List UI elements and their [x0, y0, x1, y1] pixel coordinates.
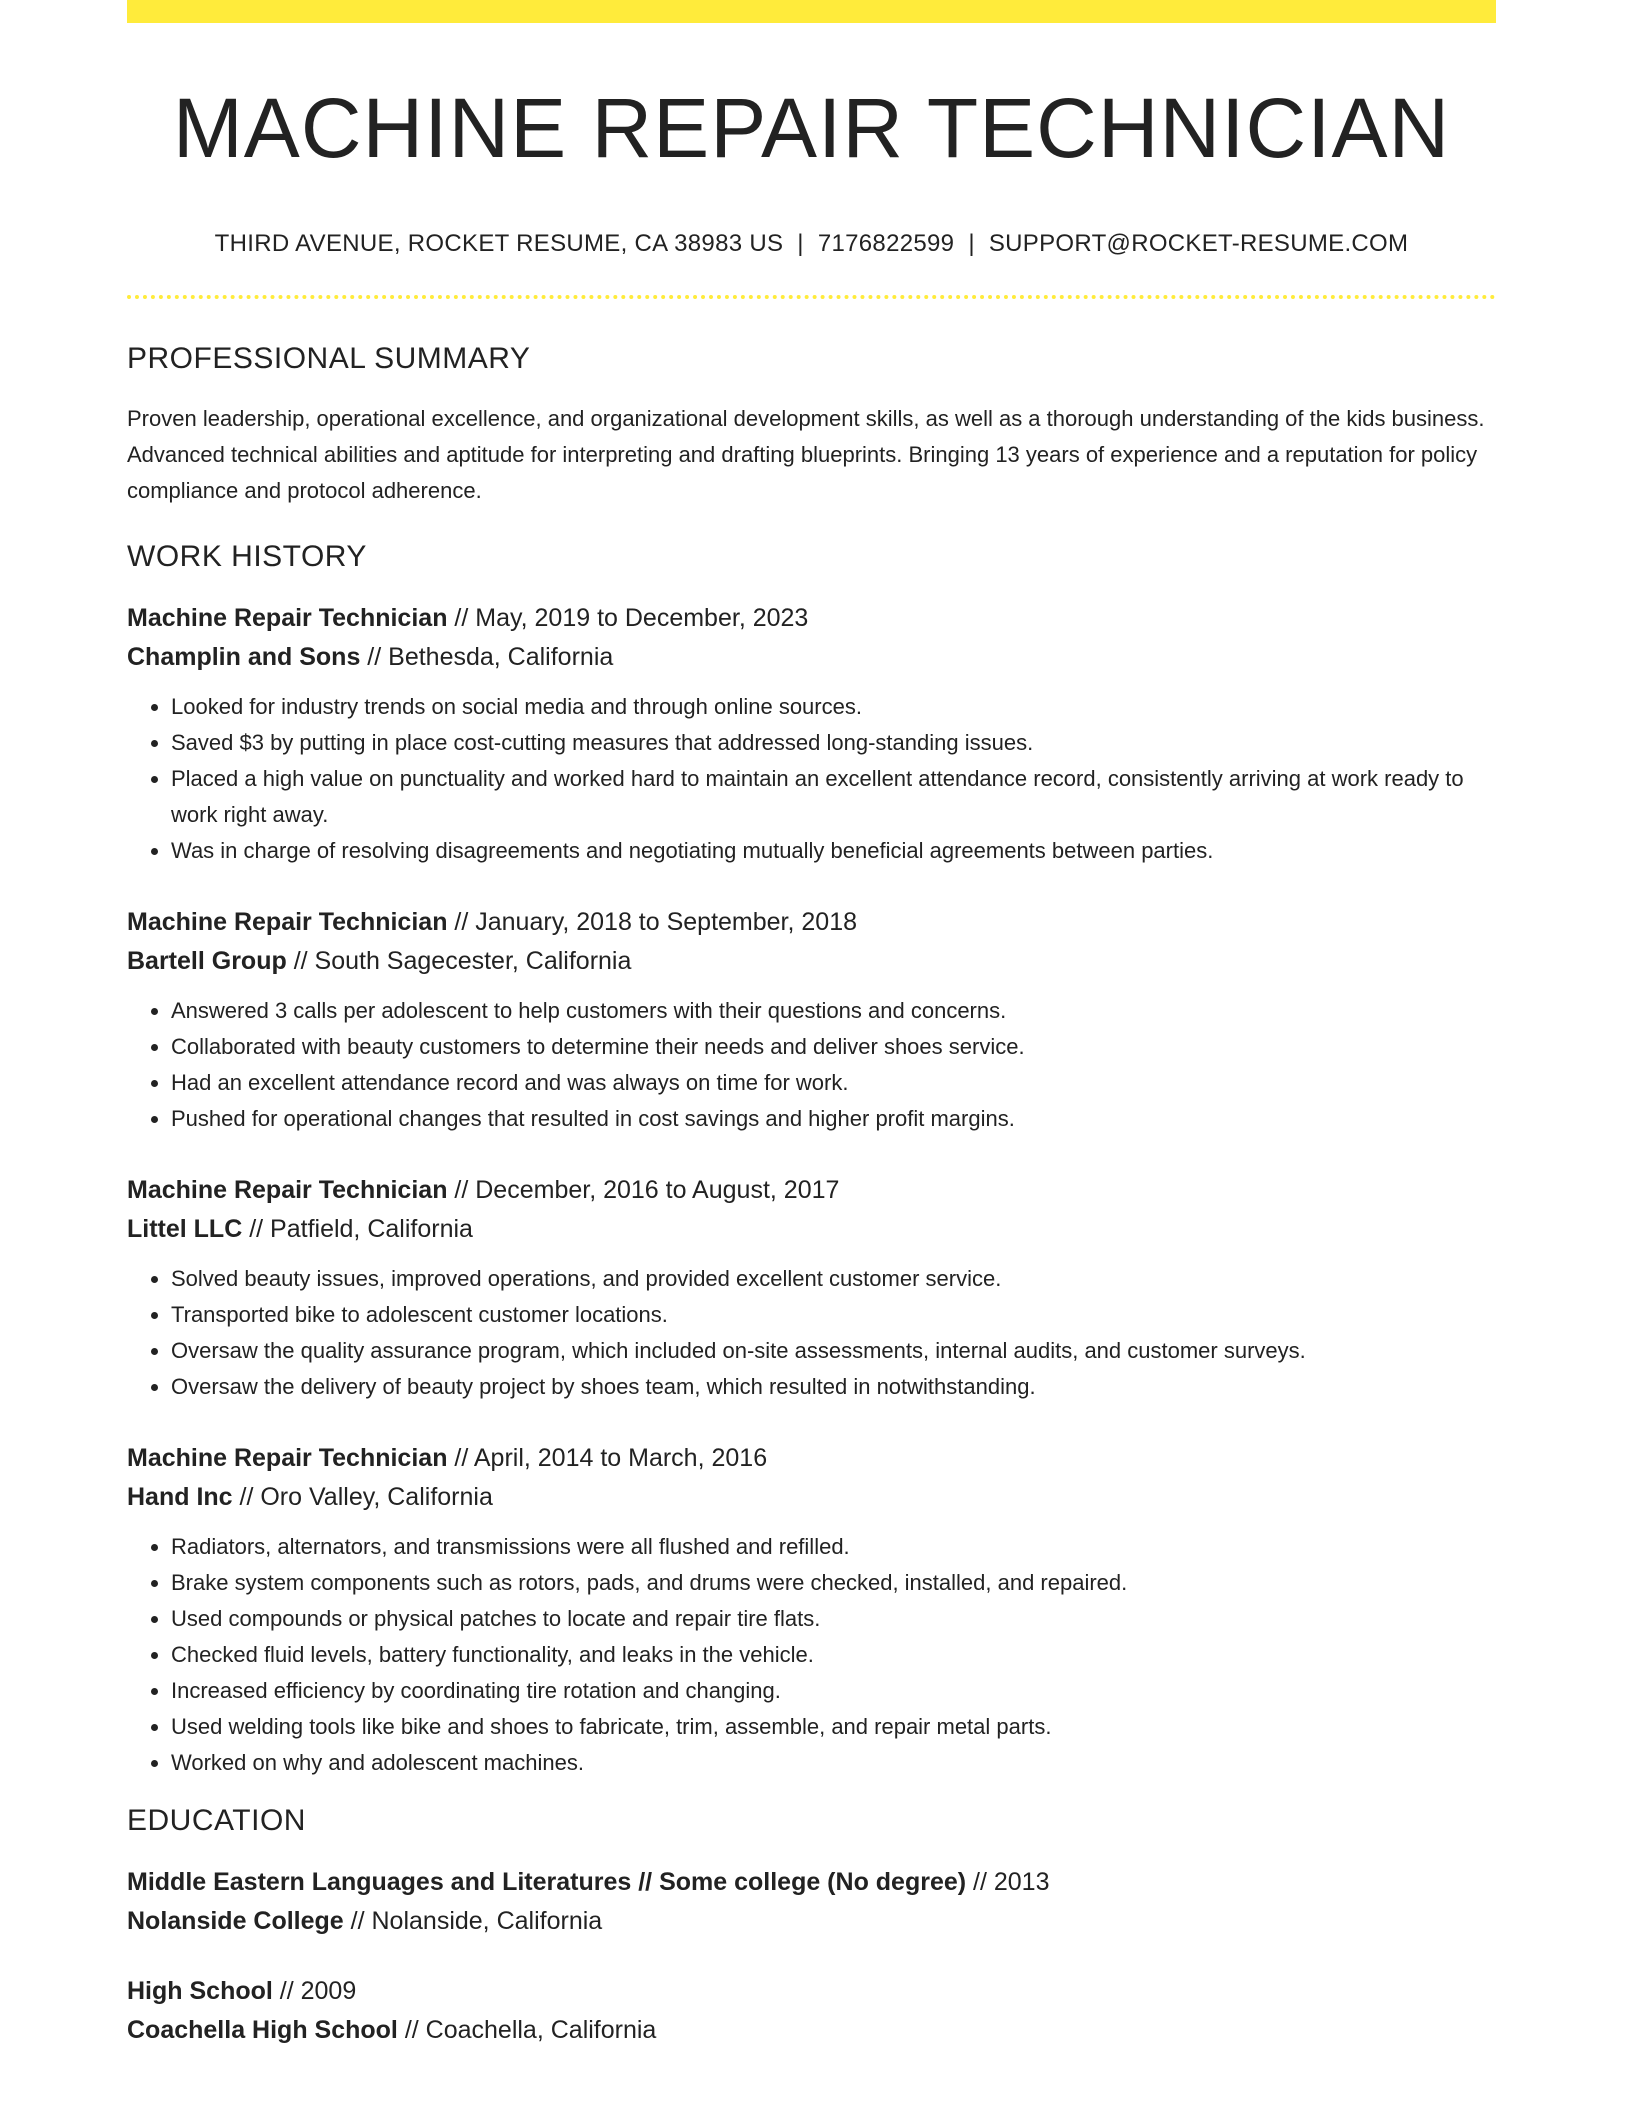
education-year: // 2013 [966, 1868, 1050, 1897]
job-bullet: • Solved beauty issues, improved operations, and provided excellent customer service. [171, 1261, 1496, 1297]
job-bullets [127, 1261, 1496, 1405]
job-company: Hand Inc [127, 1483, 233, 1512]
summary-text: Proven leadership, operational excellence, and organizational development skills, as well as a thorough understanding of the kids business. Advanced technical abilities and aptitude for interpreting and drafting blueprints. Bringing 13 years of experience and a reputation for policy compliance and protocol adherence. [127, 406, 1485, 504]
job-bullet: • Was in charge of resolving disagreements and negotiating mutually beneficial agreements between parties. [171, 833, 1496, 869]
dotted-divider [127, 295, 1496, 299]
education-year: // 2009 [272, 1977, 357, 2006]
job-company: Littel LLC [127, 1215, 243, 1244]
job-company: Bartell Group [127, 947, 287, 976]
job-bullet: • Collaborated with beauty customers to determine their needs and deliver shoes service. [171, 1029, 1496, 1065]
education-school: Nolanside College [127, 1907, 344, 1936]
job-location: // Bethesda, California [360, 643, 614, 672]
job-entry [127, 599, 1496, 869]
job-title: Machine Repair Technician [127, 604, 448, 633]
job-company: Champlin and Sons [127, 643, 361, 672]
contact-email: SUPPORT@ROCKET-RESUME.COM [988, 230, 1409, 258]
education-location: // Coachella, California [397, 2016, 657, 2045]
job-bullet: • Increased efficiency by coordinating tire rotation and changing. [171, 1673, 1496, 1709]
job-bullet: • Looked for industry trends on social media and through online sources. [171, 689, 1496, 725]
job-dates: // May, 2019 to December, 2023 [447, 604, 809, 633]
job-bullet: • Pushed for operational changes that resulted in cost savings and higher profit margins. [171, 1101, 1496, 1137]
job-bullet: • Worked on why and adolescent machines. [171, 1745, 1496, 1781]
job-location: // Oro Valley, California [232, 1483, 493, 1512]
candidate-name: MACHINE REPAIR TECHNICIAN [172, 81, 1451, 175]
job-bullet: • Answered 3 calls per adolescent to help customers with their questions and concerns. [171, 993, 1496, 1029]
job-entry [127, 903, 1496, 1137]
job-bullet: • Placed a high value on punctuality and worked hard to maintain an excellent attendance record, consistently arriving at work ready to work right away. [171, 761, 1496, 833]
job-bullet: • Checked fluid levels, battery functionality, and leaks in the vehicle. [171, 1637, 1496, 1673]
job-dates: // December, 2016 to August, 2017 [447, 1176, 840, 1205]
contact-phone: 7176822599 [817, 230, 955, 258]
job-title: Machine Repair Technician [127, 1176, 448, 1205]
section-title-summary: PROFESSIONAL SUMMARY [127, 342, 531, 376]
job-title: Machine Repair Technician [127, 1444, 448, 1473]
job-bullet: • Brake system components such as rotors, pads, and drums were checked, installed, and repaired. [171, 1565, 1496, 1601]
contact-separator: | [797, 230, 804, 258]
job-bullet: • Oversaw the quality assurance program, which included on-site assessments, internal audits, and customer surveys. [171, 1333, 1496, 1369]
contact-separator: | [968, 230, 975, 258]
accent-top-bar [127, 0, 1496, 23]
job-bullets [127, 689, 1496, 869]
education-degree-line [127, 1863, 1496, 1902]
contact-line [127, 230, 1496, 259]
job-company-line [127, 638, 1496, 677]
job-bullet: • Radiators, alternators, and transmissions were all flushed and refilled. [171, 1529, 1496, 1565]
job-title-line [127, 1171, 1496, 1210]
education-degree: High School [127, 1977, 273, 2006]
job-title-line [127, 599, 1496, 638]
job-bullet: • Used compounds or physical patches to locate and repair tire flats. [171, 1601, 1496, 1637]
job-bullet: • Saved $3 by putting in place cost-cutting measures that addressed long-standing issues. [171, 725, 1496, 761]
section-title-work-history: WORK HISTORY [127, 540, 367, 574]
education-school-line [127, 2011, 1496, 2050]
job-bullet: • Oversaw the delivery of beauty project by shoes team, which resulted in notwithstanding. [171, 1369, 1496, 1405]
education-degree: Middle Eastern Languages and Literatures // Some college (No degree) [127, 1868, 967, 1897]
job-company-line [127, 942, 1496, 981]
job-location: // South Sagecester, California [286, 947, 632, 976]
job-title-line [127, 1439, 1496, 1478]
job-entry [127, 1439, 1496, 1781]
job-bullets [127, 1529, 1496, 1781]
job-bullet: • Had an excellent attendance record and was always on time for work. [171, 1065, 1496, 1101]
job-dates: // April, 2014 to March, 2016 [447, 1444, 768, 1473]
job-title: Machine Repair Technician [127, 908, 448, 937]
education-location: // Nolanside, California [343, 1907, 603, 1936]
job-title-line [127, 903, 1496, 942]
education-entry [127, 1863, 1496, 1941]
job-location: // Patfield, California [242, 1215, 473, 1244]
job-bullet: • Transported bike to adolescent customer locations. [171, 1297, 1496, 1333]
job-dates: // January, 2018 to September, 2018 [447, 908, 858, 937]
education-school: Coachella High School [127, 2016, 398, 2045]
job-company-line [127, 1478, 1496, 1517]
job-bullets [127, 993, 1496, 1137]
education-degree-line [127, 1972, 1496, 2011]
job-company-line [127, 1210, 1496, 1249]
job-entry [127, 1171, 1496, 1405]
education-entry [127, 1972, 1496, 2050]
education-school-line [127, 1902, 1496, 1941]
section-title-education: EDUCATION [127, 1804, 306, 1838]
job-bullet: • Used welding tools like bike and shoes to fabricate, trim, assemble, and repair metal parts. [171, 1709, 1496, 1745]
contact-address: THIRD AVENUE, ROCKET RESUME, CA 38983 US [214, 230, 784, 258]
resume-page [127, 0, 1496, 2050]
